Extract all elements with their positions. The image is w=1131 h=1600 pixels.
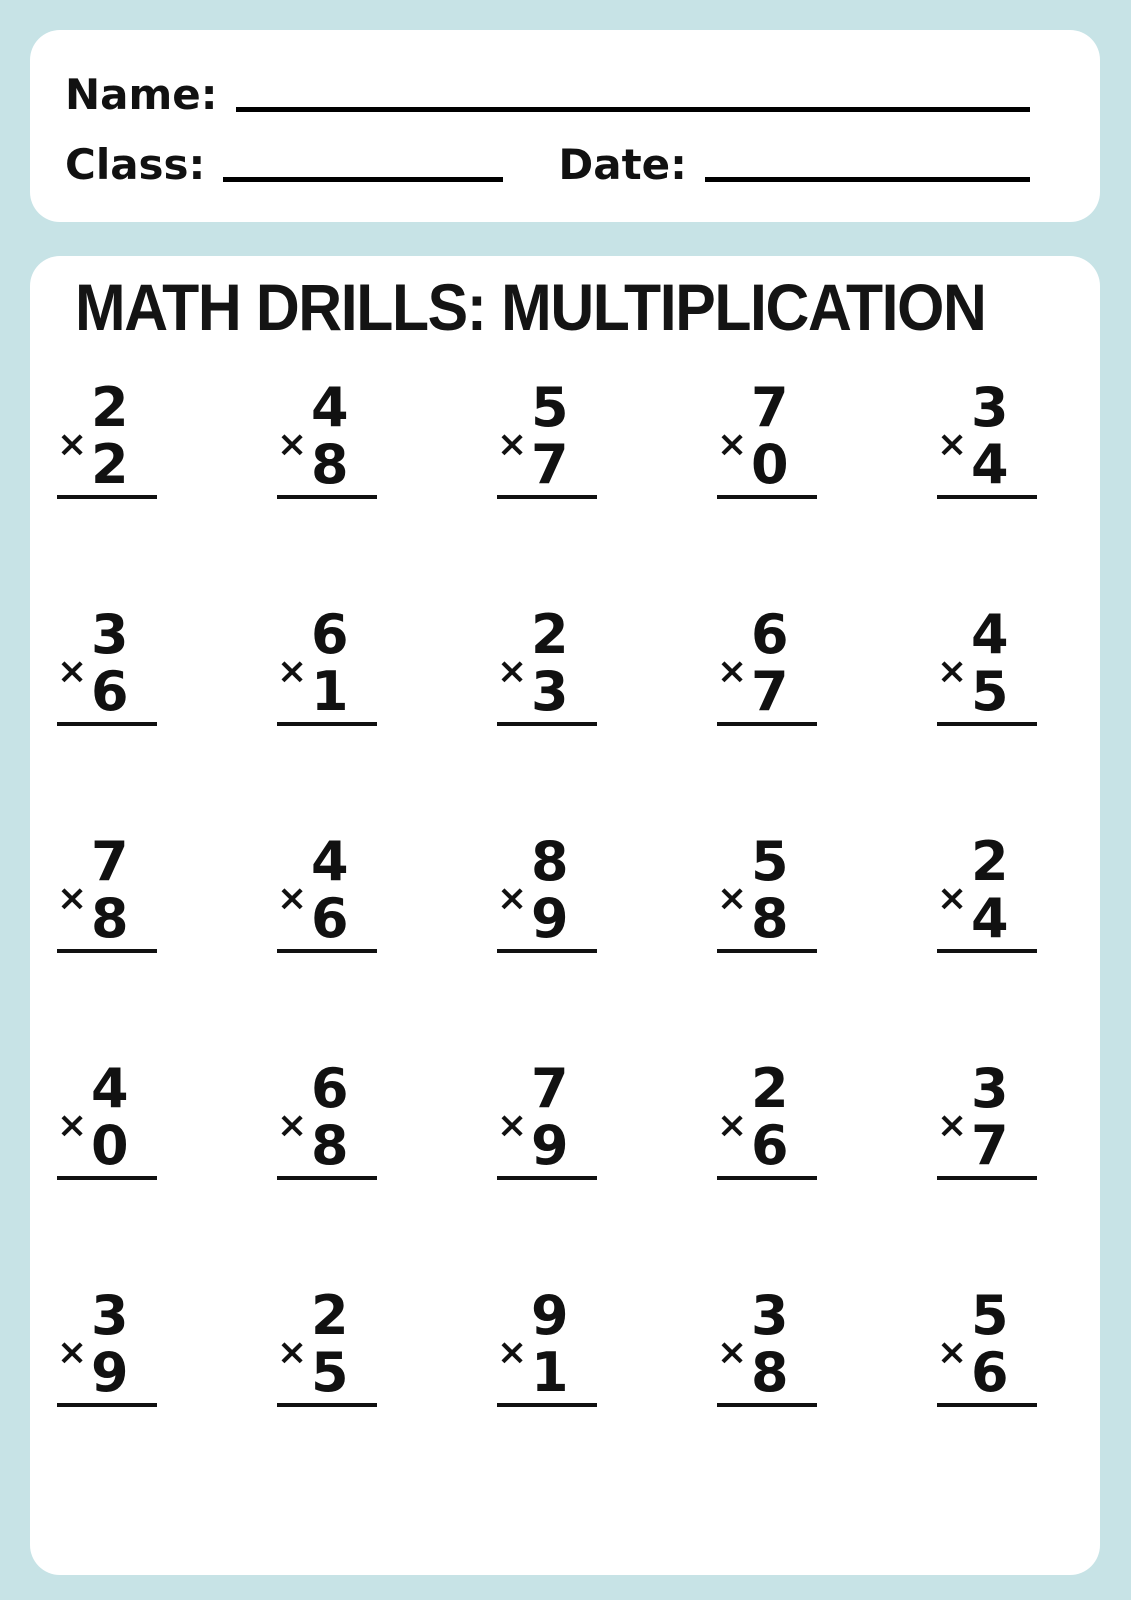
answer-line[interactable]	[937, 1403, 1037, 1407]
bottom-number: 5	[311, 1341, 349, 1404]
bottom-number: 6	[91, 660, 129, 723]
multiplication-problem	[277, 1057, 387, 1180]
class-fill-line[interactable]	[223, 177, 503, 182]
multiply-icon: ×	[937, 651, 968, 692]
top-number: 4	[311, 376, 349, 439]
top-number: 6	[311, 1057, 349, 1120]
multiply-icon: ×	[717, 651, 748, 692]
multiply-icon: ×	[937, 1105, 968, 1146]
top-number: 2	[91, 376, 129, 439]
multiply-icon: ×	[497, 424, 528, 465]
top-number: 5	[531, 376, 569, 439]
multiplication-problem	[57, 1284, 167, 1407]
bottom-number: 0	[91, 1114, 129, 1177]
answer-line[interactable]	[277, 495, 377, 499]
multiplication-problem	[717, 1284, 827, 1407]
answer-line[interactable]	[497, 1176, 597, 1180]
bottom-number: 3	[531, 660, 569, 723]
top-number: 6	[751, 603, 789, 666]
multiplication-problem	[497, 830, 607, 953]
answer-line[interactable]	[277, 949, 377, 953]
multiplication-problem	[717, 830, 827, 953]
multiplication-problem	[57, 1057, 167, 1180]
bottom-number: 4	[971, 433, 1009, 496]
name-row	[65, 72, 1030, 118]
top-number: 7	[751, 376, 789, 439]
multiplication-problem	[57, 830, 167, 953]
bottom-number: 2	[91, 433, 129, 496]
multiplication-problem	[57, 603, 167, 726]
bottom-number: 8	[311, 433, 349, 496]
problems-grid	[30, 376, 1100, 1407]
bottom-number: 5	[971, 660, 1009, 723]
multiplication-problem	[277, 830, 387, 953]
answer-line[interactable]	[717, 495, 817, 499]
multiplication-problem	[937, 1057, 1047, 1180]
multiply-icon: ×	[497, 878, 528, 919]
multiplication-problem	[937, 376, 1047, 499]
date-fill-line[interactable]	[705, 177, 1030, 182]
bottom-number: 1	[311, 660, 349, 723]
multiplication-problem	[497, 1284, 607, 1407]
top-number: 2	[531, 603, 569, 666]
bottom-number: 9	[531, 1114, 569, 1177]
class-date-row	[65, 142, 1030, 188]
bottom-number: 7	[751, 660, 789, 723]
multiply-icon: ×	[497, 1105, 528, 1146]
answer-line[interactable]	[497, 722, 597, 726]
top-number: 4	[971, 603, 1009, 666]
multiply-icon: ×	[717, 1332, 748, 1373]
bottom-number: 8	[751, 887, 789, 950]
top-number: 7	[91, 830, 129, 893]
top-number: 8	[531, 830, 569, 893]
multiply-icon: ×	[717, 424, 748, 465]
top-number: 3	[971, 376, 1009, 439]
multiplication-problem	[937, 603, 1047, 726]
bottom-number: 0	[751, 433, 789, 496]
answer-line[interactable]	[57, 722, 157, 726]
top-number: 3	[91, 603, 129, 666]
multiplication-problem	[937, 830, 1047, 953]
multiply-icon: ×	[277, 651, 308, 692]
bottom-number: 6	[311, 887, 349, 950]
answer-line[interactable]	[57, 495, 157, 499]
multiply-icon: ×	[277, 1105, 308, 1146]
top-number: 4	[311, 830, 349, 893]
top-number: 2	[971, 830, 1009, 893]
bottom-number: 1	[531, 1341, 569, 1404]
answer-line[interactable]	[57, 1176, 157, 1180]
date-label: Date:	[558, 140, 687, 190]
answer-line[interactable]	[937, 1176, 1037, 1180]
answer-line[interactable]	[937, 949, 1037, 953]
multiplication-problem	[937, 1284, 1047, 1407]
multiplication-problem	[497, 603, 607, 726]
multiply-icon: ×	[57, 878, 88, 919]
student-info-card	[30, 30, 1100, 222]
multiply-icon: ×	[277, 1332, 308, 1373]
multiplication-problem	[277, 1284, 387, 1407]
top-number: 2	[751, 1057, 789, 1120]
multiplication-problem	[57, 376, 167, 499]
answer-line[interactable]	[277, 722, 377, 726]
answer-line[interactable]	[717, 1176, 817, 1180]
answer-line[interactable]	[57, 1403, 157, 1407]
top-number: 3	[751, 1284, 789, 1347]
multiply-icon: ×	[937, 424, 968, 465]
name-label: Name:	[65, 70, 218, 119]
multiplication-problem	[497, 376, 607, 499]
multiply-icon: ×	[717, 878, 748, 919]
worksheet-card	[30, 256, 1100, 1575]
bottom-number: 4	[971, 887, 1009, 950]
bottom-number: 8	[91, 887, 129, 950]
multiply-icon: ×	[937, 1332, 968, 1373]
top-number: 2	[311, 1284, 349, 1347]
multiply-icon: ×	[497, 651, 528, 692]
multiply-icon: ×	[497, 1332, 528, 1373]
top-number: 6	[311, 603, 349, 666]
worksheet-title: MATH DRILLS: MULTIPLICATION	[75, 270, 986, 344]
answer-line[interactable]	[937, 495, 1037, 499]
bottom-number: 6	[971, 1341, 1009, 1404]
answer-line[interactable]	[717, 949, 817, 953]
multiply-icon: ×	[277, 878, 308, 919]
top-number: 5	[751, 830, 789, 893]
multiply-icon: ×	[57, 1105, 88, 1146]
multiplication-problem	[277, 376, 387, 499]
answer-line[interactable]	[497, 949, 597, 953]
multiply-icon: ×	[717, 1105, 748, 1146]
multiply-icon: ×	[277, 424, 308, 465]
multiplication-problem	[717, 376, 827, 499]
multiplication-problem	[497, 1057, 607, 1180]
multiply-icon: ×	[57, 424, 88, 465]
bottom-number: 9	[531, 887, 569, 950]
bottom-number: 8	[311, 1114, 349, 1177]
multiply-icon: ×	[937, 878, 968, 919]
top-number: 7	[531, 1057, 569, 1120]
top-number: 9	[531, 1284, 569, 1347]
top-number: 3	[971, 1057, 1009, 1120]
answer-line[interactable]	[497, 1403, 597, 1407]
multiplication-problem	[717, 603, 827, 726]
bottom-number: 7	[971, 1114, 1009, 1177]
bottom-number: 8	[751, 1341, 789, 1404]
answer-line[interactable]	[497, 495, 597, 499]
bottom-number: 6	[751, 1114, 789, 1177]
multiply-icon: ×	[57, 651, 88, 692]
answer-line[interactable]	[277, 1403, 377, 1407]
bottom-number: 9	[91, 1341, 129, 1404]
answer-line[interactable]	[717, 722, 817, 726]
multiplication-problem	[717, 1057, 827, 1180]
top-number: 5	[971, 1284, 1009, 1347]
answer-line[interactable]	[57, 949, 157, 953]
answer-line[interactable]	[937, 722, 1037, 726]
class-label: Class:	[65, 140, 206, 190]
answer-line[interactable]	[717, 1403, 817, 1407]
name-fill-line[interactable]	[236, 107, 1030, 112]
top-number: 4	[91, 1057, 129, 1120]
bottom-number: 7	[531, 433, 569, 496]
top-number: 3	[91, 1284, 129, 1347]
multiply-icon: ×	[57, 1332, 88, 1373]
multiplication-problem	[277, 603, 387, 726]
answer-line[interactable]	[277, 1176, 377, 1180]
